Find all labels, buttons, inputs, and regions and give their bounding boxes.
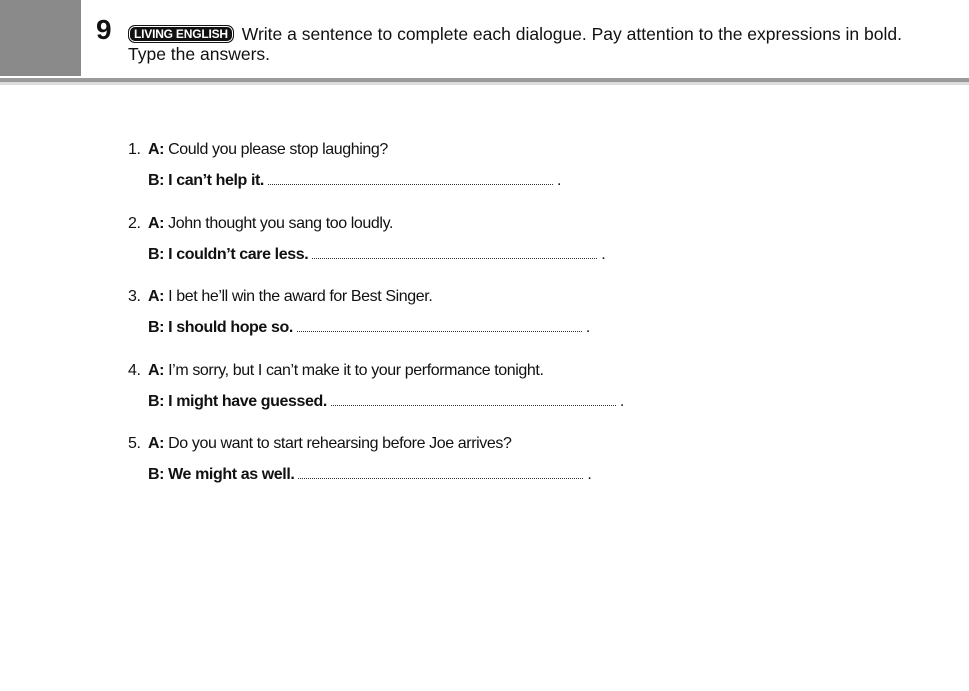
- bold-expression: I should hope so.: [168, 319, 293, 336]
- speaker-a-label: A:: [148, 141, 165, 158]
- dialogue-line-a: [128, 140, 388, 160]
- answer-field[interactable]: [297, 317, 582, 332]
- instruction-text-line2: Type the answers.: [128, 44, 271, 64]
- exercise-instruction: [128, 24, 948, 64]
- living-english-badge: LIVING ENGLISH: [128, 25, 234, 43]
- dialogue-item: [128, 287, 728, 361]
- bold-expression: I couldn’t care less.: [168, 245, 309, 263]
- dialogue-item: [128, 361, 728, 435]
- sentence-end: .: [601, 245, 606, 263]
- dialogue-line-b: [128, 170, 561, 191]
- dialogue-number: 3.: [128, 288, 141, 305]
- dialogue-number: 5.: [128, 435, 141, 452]
- speaker-b-label: B:: [148, 392, 165, 410]
- answer-field[interactable]: [298, 464, 583, 479]
- sentence-end: .: [587, 466, 592, 483]
- dialogue-line-b: [128, 244, 605, 265]
- dialogue-number: 4.: [128, 361, 141, 379]
- dialogue-item: [128, 140, 728, 214]
- speaker-b-label: B:: [148, 172, 165, 189]
- dialogue-line-b: [128, 391, 624, 412]
- speaker-a-text: I’m sorry, but I can’t make it to your performance tonight.: [168, 361, 544, 379]
- dialogue-item: [128, 214, 728, 288]
- dialogue-number: 2.: [128, 214, 141, 232]
- speaker-b-label: B:: [148, 245, 165, 263]
- dialogue-line-b: [128, 464, 591, 485]
- instruction-text: Write a sentence to complete each dialogue. Pay attention to the expressions in bold.: [241, 24, 902, 44]
- dialogue-line-a: [128, 434, 511, 454]
- dialogue-line-a: [128, 214, 393, 234]
- dialogue-line-b: [128, 317, 590, 338]
- dialogue-list: [128, 140, 728, 508]
- exercise-number: 9: [96, 14, 112, 45]
- speaker-a-label: A:: [148, 361, 165, 379]
- speaker-a-text: Do you want to start rehearsing before Joe arrives?: [168, 435, 512, 452]
- speaker-a-label: A:: [148, 214, 165, 232]
- speaker-a-label: A:: [148, 288, 165, 305]
- header-grey-tab: [0, 0, 81, 76]
- speaker-b-label: B:: [148, 466, 165, 483]
- dialogue-number: 1.: [128, 141, 141, 158]
- dialogue-line-a: [128, 361, 544, 381]
- speaker-a-label: A:: [148, 435, 165, 452]
- sentence-end: .: [556, 172, 562, 189]
- header-divider-shadow: [0, 82, 969, 85]
- sentence-end: .: [619, 392, 624, 410]
- answer-field[interactable]: [312, 244, 597, 259]
- sentence-end: .: [585, 319, 590, 336]
- answer-field[interactable]: [268, 170, 553, 185]
- bold-expression: We might as well.: [168, 466, 295, 483]
- bold-expression: I can’t help it.: [168, 172, 264, 189]
- dialogue-line-a: [128, 287, 432, 307]
- bold-expression: I might have guessed.: [168, 392, 327, 410]
- speaker-a-text: John thought you sang too loudly.: [168, 214, 394, 232]
- speaker-b-label: B:: [148, 319, 165, 336]
- answer-field[interactable]: [331, 391, 616, 406]
- dialogue-item: [128, 434, 728, 508]
- exercise-header: [0, 0, 969, 86]
- speaker-a-text: I bet he’ll win the award for Best Singer.: [168, 288, 433, 305]
- speaker-a-text: Could you please stop laughing?: [168, 141, 388, 158]
